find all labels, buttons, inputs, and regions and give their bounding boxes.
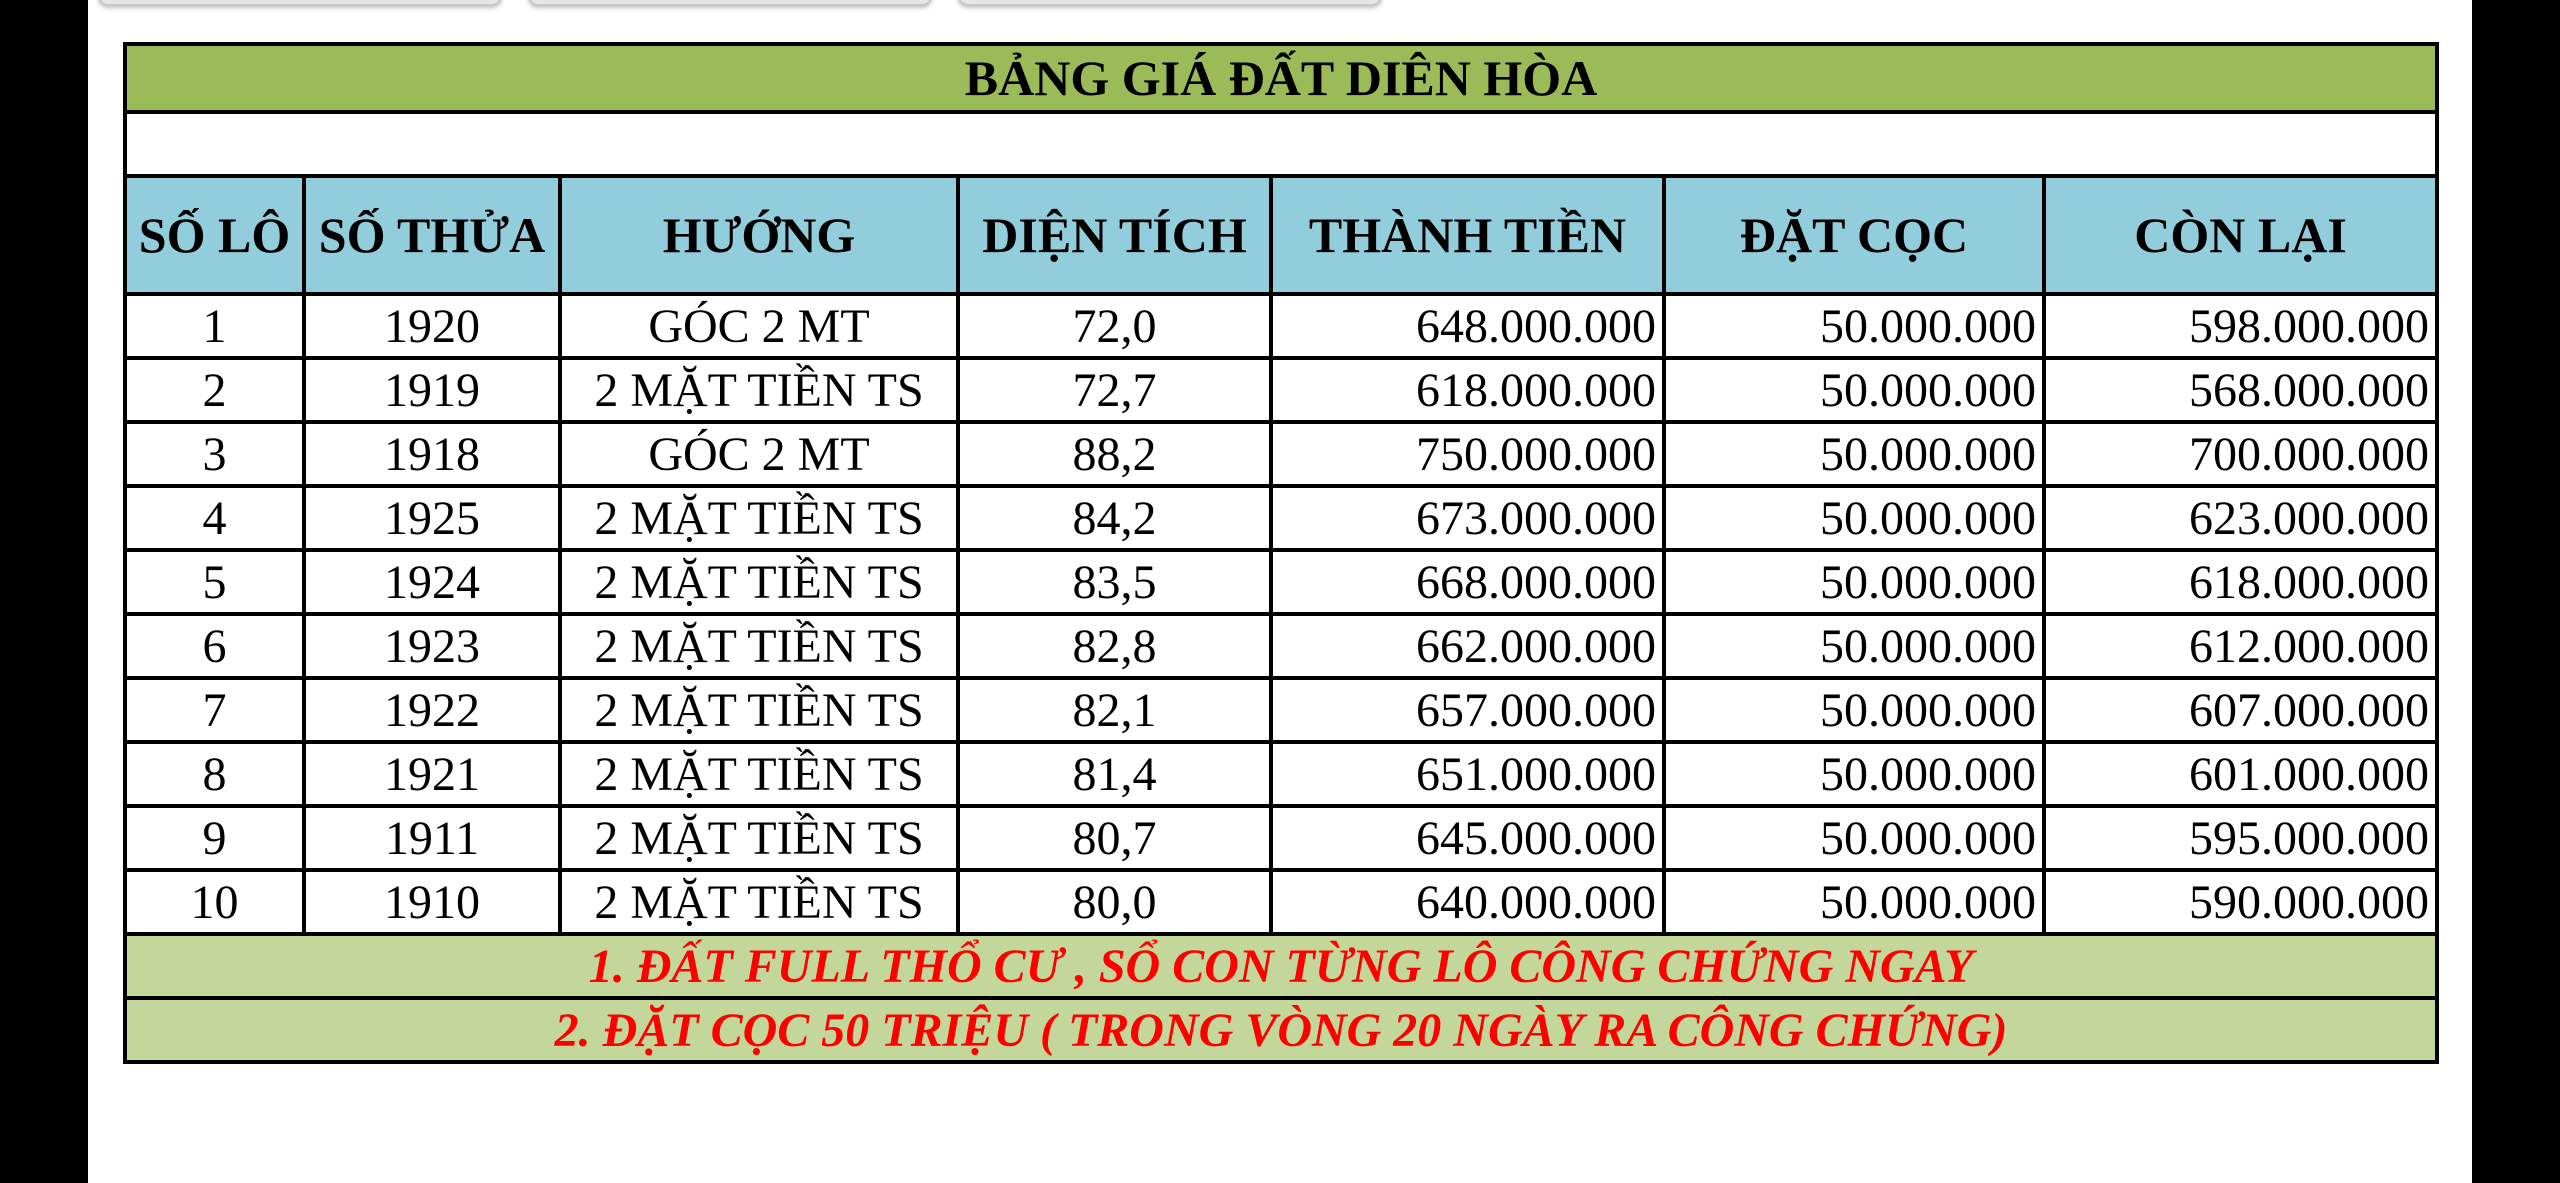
cell-huong: GÓC 2 MT: [560, 422, 958, 486]
cell-so-lo: 1: [125, 294, 304, 358]
cell-con-lai: 595.000.000: [2044, 806, 2437, 870]
cell-so-lo: 8: [125, 742, 304, 806]
cell-con-lai: 568.000.000: [2044, 358, 2437, 422]
cell-so-lo: 3: [125, 422, 304, 486]
cell-thanh-tien: 651.000.000: [1271, 742, 1664, 806]
header-so-lo: SỐ LÔ: [125, 176, 304, 294]
header-con-lai: CÒN LẠI: [2044, 176, 2437, 294]
cell-con-lai: 700.000.000: [2044, 422, 2437, 486]
header-dat-coc: ĐẶT CỌC: [1664, 176, 2044, 294]
table-row: [125, 422, 2437, 486]
cell-huong: 2 MẶT TIỀN TS: [560, 358, 958, 422]
cell-huong: 2 MẶT TIỀN TS: [560, 486, 958, 550]
cell-dat-coc: 50.000.000: [1664, 550, 2044, 614]
note-2: 2. ĐẶT CỌC 50 TRIỆU ( TRONG VÒNG 20 NGÀY RA CÔNG CHỨNG): [125, 998, 2437, 1062]
cell-con-lai: 612.000.000: [2044, 614, 2437, 678]
cell-so-thua: 1920: [304, 294, 560, 358]
cell-con-lai: 623.000.000: [2044, 486, 2437, 550]
cell-con-lai: 618.000.000: [2044, 550, 2437, 614]
cell-dien-tich: 88,2: [958, 422, 1271, 486]
header-dien-tich: DIỆN TÍCH: [958, 176, 1271, 294]
cell-con-lai: 601.000.000: [2044, 742, 2437, 806]
cell-huong: 2 MẶT TIỀN TS: [560, 614, 958, 678]
cell-dat-coc: 50.000.000: [1664, 870, 2044, 934]
table-row: [125, 486, 2437, 550]
cell-so-lo: 2: [125, 358, 304, 422]
cell-so-lo: 6: [125, 614, 304, 678]
sheet-tab-3[interactable]: [958, 0, 1382, 6]
cell-dat-coc: 50.000.000: [1664, 486, 2044, 550]
cell-dien-tich: 82,8: [958, 614, 1271, 678]
cell-thanh-tien: 668.000.000: [1271, 550, 1664, 614]
cell-dien-tich: 72,7: [958, 358, 1271, 422]
price-table: [123, 42, 2439, 1064]
cell-con-lai: 590.000.000: [2044, 870, 2437, 934]
cell-thanh-tien: 657.000.000: [1271, 678, 1664, 742]
table-row: [125, 550, 2437, 614]
sheet-tab-1[interactable]: [98, 0, 502, 6]
header-huong: HƯỚNG: [560, 176, 958, 294]
cell-so-lo: 5: [125, 550, 304, 614]
cell-so-lo: 9: [125, 806, 304, 870]
sheet-tab-2[interactable]: [528, 0, 932, 6]
cell-con-lai: 607.000.000: [2044, 678, 2437, 742]
cell-dien-tich: 80,7: [958, 806, 1271, 870]
cell-dat-coc: 50.000.000: [1664, 358, 2044, 422]
cell-so-thua: 1919: [304, 358, 560, 422]
cell-so-thua: 1918: [304, 422, 560, 486]
table-row: [125, 678, 2437, 742]
cell-dien-tich: 81,4: [958, 742, 1271, 806]
cell-huong: GÓC 2 MT: [560, 294, 958, 358]
cell-so-lo: 4: [125, 486, 304, 550]
cell-so-lo: 10: [125, 870, 304, 934]
cell-dat-coc: 50.000.000: [1664, 742, 2044, 806]
cell-dat-coc: 50.000.000: [1664, 294, 2044, 358]
table-row: [125, 294, 2437, 358]
table-row: [125, 742, 2437, 806]
cell-thanh-tien: 750.000.000: [1271, 422, 1664, 486]
cell-thanh-tien: 648.000.000: [1271, 294, 1664, 358]
header-so-thua: SỐ THỬA: [304, 176, 560, 294]
header-thanh-tien: THÀNH TIỀN: [1271, 176, 1664, 294]
note-1: 1. ĐẤT FULL THỔ CƯ , SỔ CON TỪNG LÔ CÔNG CHỨNG NGAY: [125, 934, 2437, 998]
cell-dien-tich: 83,5: [958, 550, 1271, 614]
cell-thanh-tien: 673.000.000: [1271, 486, 1664, 550]
blank-row: [125, 112, 2437, 176]
cell-so-thua: 1911: [304, 806, 560, 870]
cell-dat-coc: 50.000.000: [1664, 422, 2044, 486]
cell-huong: 2 MẶT TIỀN TS: [560, 550, 958, 614]
table-title: BẢNG GIÁ ĐẤT DIÊN HÒA: [125, 44, 2437, 112]
cell-dien-tich: 82,1: [958, 678, 1271, 742]
cell-dat-coc: 50.000.000: [1664, 614, 2044, 678]
table-row: [125, 358, 2437, 422]
cell-thanh-tien: 640.000.000: [1271, 870, 1664, 934]
cell-so-thua: 1921: [304, 742, 560, 806]
cell-so-thua: 1924: [304, 550, 560, 614]
cell-so-thua: 1923: [304, 614, 560, 678]
cell-so-lo: 7: [125, 678, 304, 742]
cell-thanh-tien: 662.000.000: [1271, 614, 1664, 678]
cell-thanh-tien: 618.000.000: [1271, 358, 1664, 422]
cell-huong: 2 MẶT TIỀN TS: [560, 678, 958, 742]
cell-con-lai: 598.000.000: [2044, 294, 2437, 358]
cell-huong: 2 MẶT TIỀN TS: [560, 870, 958, 934]
cell-huong: 2 MẶT TIỀN TS: [560, 806, 958, 870]
cell-so-thua: 1925: [304, 486, 560, 550]
cell-so-thua: 1922: [304, 678, 560, 742]
cell-dien-tich: 80,0: [958, 870, 1271, 934]
cell-dien-tich: 84,2: [958, 486, 1271, 550]
table-row: [125, 614, 2437, 678]
table-row: [125, 806, 2437, 870]
cell-huong: 2 MẶT TIỀN TS: [560, 742, 958, 806]
table-row: [125, 870, 2437, 934]
header-row: [125, 176, 2437, 294]
cell-dat-coc: 50.000.000: [1664, 806, 2044, 870]
cell-dat-coc: 50.000.000: [1664, 678, 2044, 742]
cell-so-thua: 1910: [304, 870, 560, 934]
cell-thanh-tien: 645.000.000: [1271, 806, 1664, 870]
cell-dien-tich: 72,0: [958, 294, 1271, 358]
